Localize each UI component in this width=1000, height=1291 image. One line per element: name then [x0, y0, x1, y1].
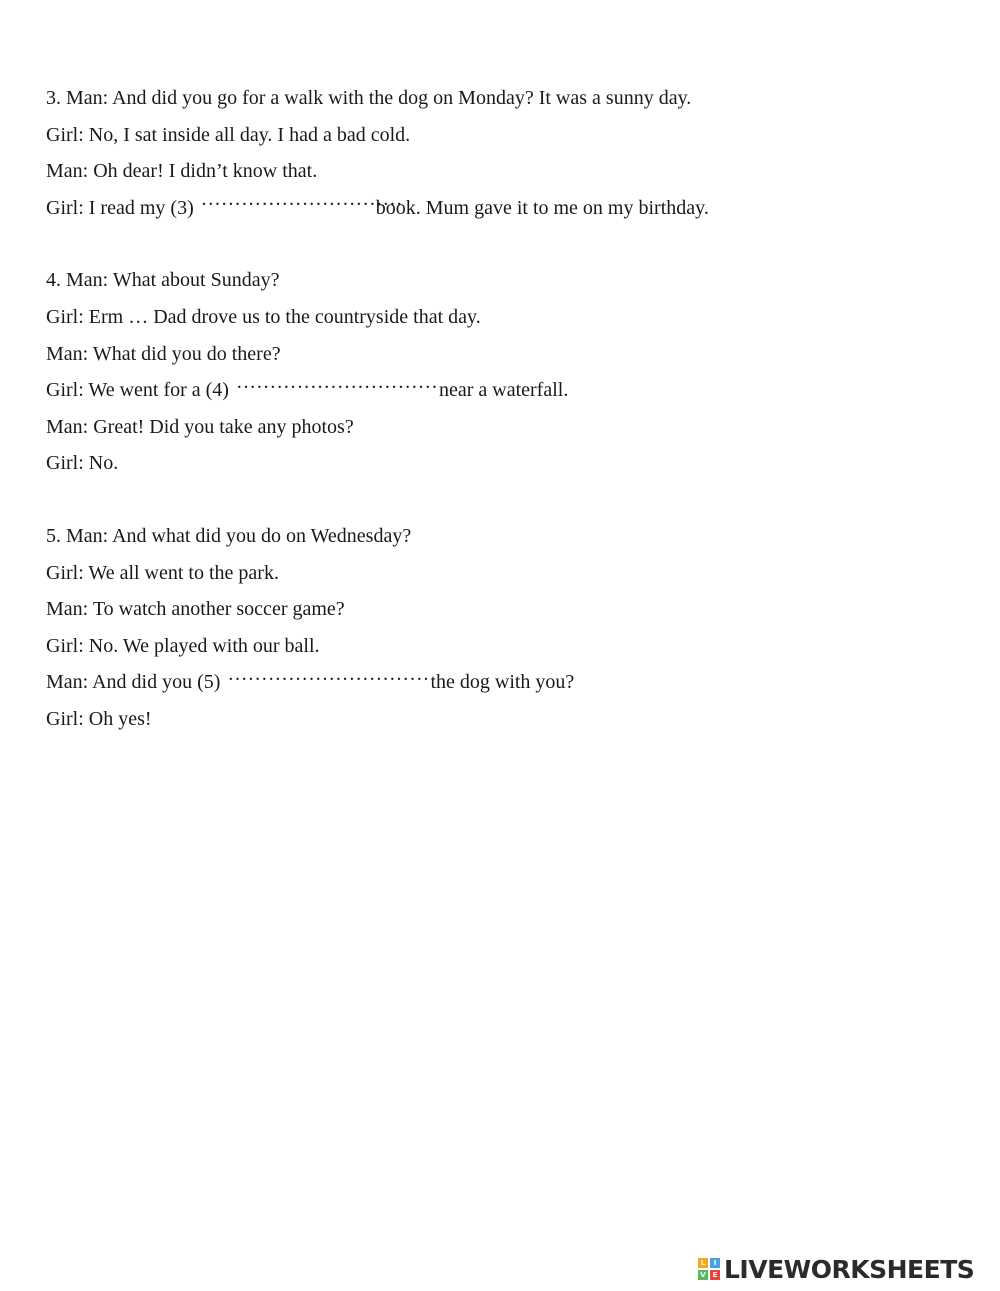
gap-text-before: Girl: We went for a (4) [46, 379, 234, 402]
answer-gap-5[interactable] [227, 664, 423, 688]
logo-text: LIVEWORKSHEETS [724, 1254, 975, 1284]
dialogue-line: Man: To watch another soccer game? [46, 598, 345, 621]
gap-text-after: book. Mum gave it to me on my birthday. [370, 196, 709, 219]
dialogue-line: Girl: Oh yes! [46, 707, 152, 730]
dialogue-line: 5. Man: And what did you do on Wednesday? [46, 524, 412, 547]
dialogue-line: Man: What did you do there? [46, 342, 281, 365]
gap-text-after: the dog with you? [425, 671, 575, 694]
dialogue-section-4 [46, 262, 946, 482]
logo-block: E [710, 1270, 720, 1280]
dialogue-line: Girl: Erm … Dad drove us to the countryside that day. [46, 305, 481, 328]
logo-block: L [698, 1258, 708, 1268]
dialogue-section-3 [46, 80, 946, 226]
dialogue-line: Girl: No. [46, 452, 119, 475]
gap-text-before: Girl: I read my (3) [46, 196, 199, 219]
dialogue-line: Man: Great! Did you take any photos? [46, 415, 354, 438]
dialogue-line: 4. Man: What about Sunday? [46, 269, 280, 292]
logo-block: V [698, 1270, 708, 1280]
worksheet [46, 80, 946, 738]
dialogue-line-with-gap [46, 372, 946, 409]
dialogue-section-5 [46, 518, 946, 738]
liveworksheets-logo [698, 1254, 974, 1284]
dialogue-line: Girl: No. We played with our ball. [46, 634, 320, 657]
logo-block: I [710, 1258, 720, 1268]
dialogue-line: Girl: No, I sat inside all day. I had a bad cold. [46, 123, 411, 146]
answer-gap-3[interactable] [201, 190, 369, 214]
answer-gap-4[interactable] [236, 372, 432, 396]
dialogue-line: 3. Man: And did you go for a walk with the dog on Monday? It was a sunny day. [46, 87, 692, 109]
gap-text-before: Man: And did you (5) [46, 671, 226, 694]
gap-text-after: near a waterfall. [433, 379, 569, 402]
logo-blocks-icon [698, 1258, 720, 1280]
dialogue-line: Girl: We all went to the park. [46, 561, 279, 584]
dialogue-line-with-gap [46, 664, 946, 701]
dialogue-line-with-gap [46, 190, 946, 227]
dialogue-line: Man: Oh dear! I didn’t know that. [46, 160, 318, 183]
